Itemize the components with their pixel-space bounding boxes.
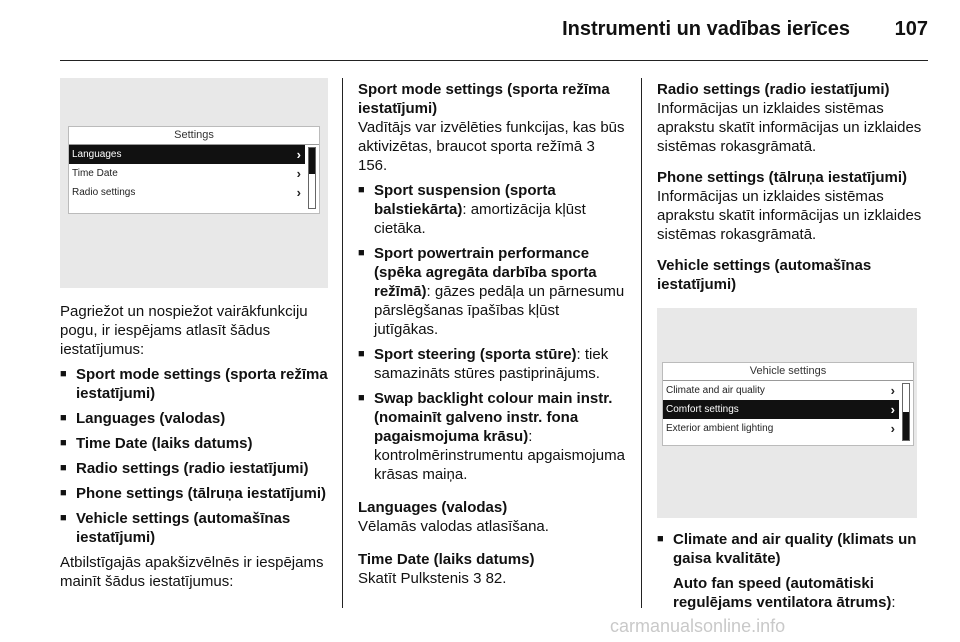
chevron-right-icon: ›: [296, 147, 301, 162]
list-item: ■ Sport suspension (sporta balstiekārta): amortizācija kļūst cietāka.: [358, 181, 626, 238]
vehicle-row-comfort: [663, 400, 899, 419]
settings-row-label: Climate and air quality: [666, 385, 765, 396]
list-item: ■ Languages (valodas): [60, 409, 328, 428]
settings-row-label: Exterior ambient lighting: [666, 423, 774, 434]
list-item: ■ Radio settings (radio iestatījumi): [60, 459, 328, 478]
sport-mode-text: Vadītājs var izvēlēties funkcijas, kas būs aktivizētas, braucot sporta režīmā 3 156.: [358, 119, 625, 174]
list-item: ■ Sport mode settings (sporta režīma iestatījumi): [60, 365, 328, 403]
outro-text: Atbilstīgajās apakšizvēlnēs ir iespējams mainīt šādus iestatījumus:: [60, 554, 324, 590]
settings-screen: [68, 126, 320, 214]
settings-row-label: Comfort settings: [666, 404, 739, 415]
list-item: ■ Sport powertrain performance (spēka agregāta darbība sporta režīmā): gāzes pedāļa un pārnesumu pārslēgšanas īpašības kļūst jutīgākas.: [358, 244, 626, 339]
list-item: ■ Time Date (laiks datums): [60, 434, 328, 453]
reference-arrow-icon: 3: [586, 138, 595, 155]
phone-settings-heading: Phone settings (tālruņa iestatījumi): [657, 169, 908, 186]
column-1: [60, 78, 328, 591]
time-date-text: Skatīt Pulkstenis 3 82.: [358, 570, 507, 587]
page-reference: 156.: [358, 157, 388, 174]
chevron-right-icon: ›: [890, 402, 895, 417]
list-item: ■ Sport steering (sporta stūre): tiek samazināts stūres pastiprinājums.: [358, 345, 626, 383]
page-number: 107: [894, 18, 928, 40]
chevron-right-icon: ›: [890, 421, 895, 436]
vehicle-row-climate: [663, 381, 899, 400]
radio-settings-text: Informācijas un izklaides sistēmas aprakstu skatīt informācijas un izklaides sistēmas rokasgrāmatā.: [657, 100, 922, 155]
settings-row-label: Languages: [72, 149, 122, 160]
list-item: ■ Phone settings (tālruņa iestatījumi): [60, 484, 328, 503]
chevron-right-icon: ›: [296, 185, 301, 200]
languages-text: Vēlamās valodas atlasīšana.: [358, 518, 549, 535]
settings-row-label: Time Date: [72, 168, 118, 179]
vehicle-settings-heading: Vehicle settings (automašīnas iestatījumi): [657, 257, 872, 293]
list-item: ■ Vehicle settings (automašīnas iestatījumi): [60, 509, 328, 547]
watermark: carmanualsonline.info: [610, 616, 786, 636]
list-item: ■ Swap backlight colour main instr. (nomainīt galveno instr. fona pagaismojuma krāsu): kontrolmērinstrumentu apgaismojuma krāsas maiņa.: [358, 389, 626, 484]
settings-row-time-date: [69, 164, 305, 183]
vehicle-settings-screen-title: Vehicle settings: [663, 363, 913, 381]
settings-screen-image: [60, 78, 328, 288]
chevron-right-icon: ›: [296, 166, 301, 181]
auto-fan-speed: Auto fan speed (automātiski regulējams ventilatora ātrums):: [673, 575, 896, 611]
list-item: ■ Climate and air quality (klimats un gaisa kvalitāte): [657, 530, 928, 568]
vehicle-row-exterior: [663, 419, 899, 438]
column-3: [657, 80, 928, 612]
vehicle-settings-screen: [662, 362, 914, 446]
page-reference: 82.: [485, 570, 507, 587]
settings-row-languages: [69, 145, 305, 164]
intro-text: Pagriežot un nospiežot vairākfunkciju pogu, ir iespējams atlasīt šādus iestatījumus:: [60, 303, 308, 358]
settings-list: [60, 365, 328, 547]
header-rule: [60, 60, 928, 61]
settings-row-radio: [69, 183, 305, 202]
column-divider-2: [641, 78, 642, 608]
phone-settings-text: Informācijas un izklaides sistēmas aprakstu skatīt informācijas un izklaides sistēmas rokasgrāmatā.: [657, 188, 922, 243]
column-2: [358, 80, 626, 588]
scrollbar-indicator: [308, 147, 316, 209]
languages-heading: Languages (valodas): [358, 499, 508, 516]
sport-mode-heading: Sport mode settings (sporta režīma iestatījumi): [358, 81, 610, 117]
chevron-right-icon: ›: [890, 383, 895, 398]
column-divider-1: [342, 78, 343, 608]
settings-screen-title: Settings: [69, 127, 319, 145]
reference-arrow-icon: 3: [473, 570, 482, 587]
vehicle-settings-list: [657, 530, 928, 568]
page-header-title: Instrumenti un vadības ierīces: [562, 18, 850, 40]
settings-row-label: Radio settings: [72, 187, 136, 198]
scrollbar-indicator: [902, 383, 910, 441]
vehicle-settings-screen-image: [657, 308, 917, 518]
sport-mode-list: [358, 181, 626, 484]
radio-settings-heading: Radio settings (radio iestatījumi): [657, 81, 890, 98]
time-date-heading: Time Date (laiks datums): [358, 551, 535, 568]
